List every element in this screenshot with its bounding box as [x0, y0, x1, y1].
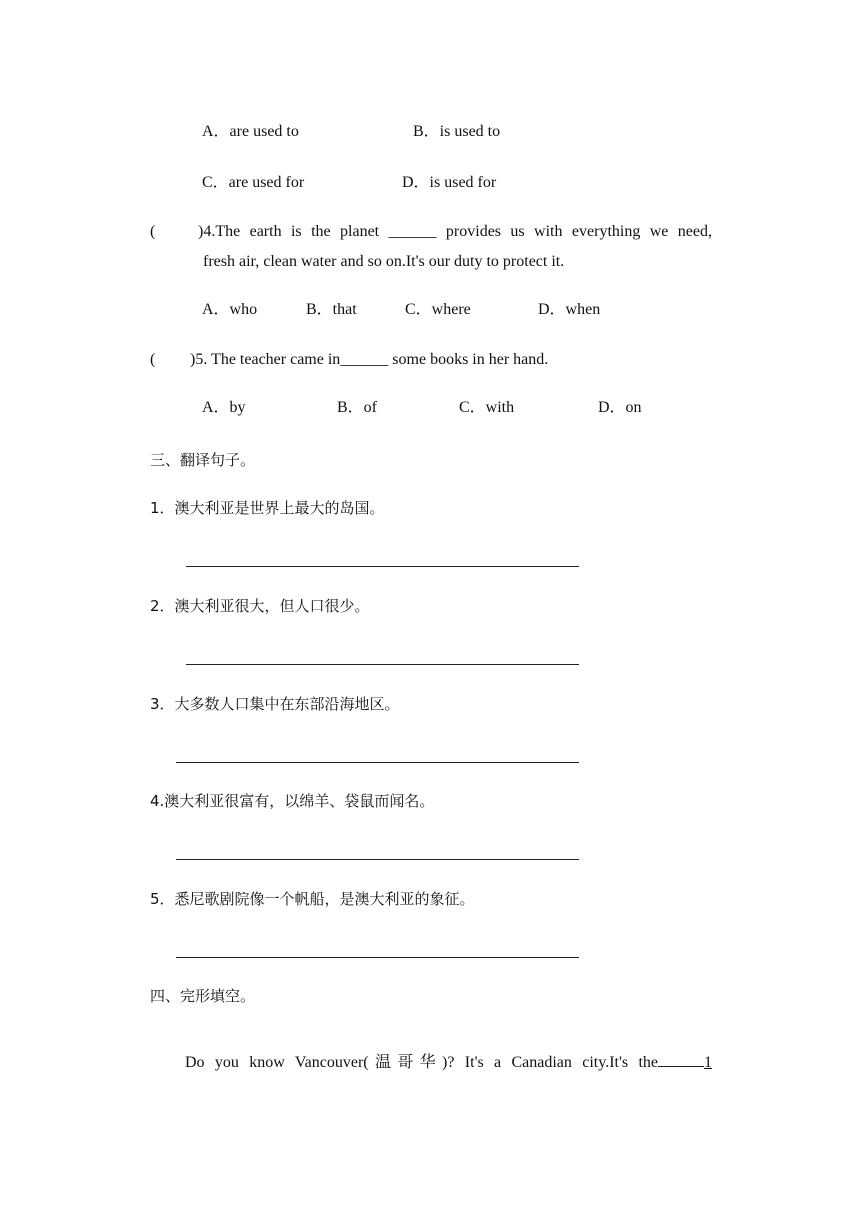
answer-line-3[interactable] — [176, 762, 579, 763]
q4-option-d[interactable]: D．when — [538, 301, 601, 318]
question-4 — [150, 217, 712, 277]
question-5 — [150, 350, 548, 370]
translation-item-3: 3．大多数人口集中在东部沿海地区。 — [150, 695, 400, 713]
translation-item-2: 2．澳大利亚很大，但人口很少。 — [150, 597, 370, 615]
q5-option-d[interactable]: D．on — [598, 399, 642, 416]
q3-option-b[interactable]: B．is used to — [413, 123, 501, 140]
q3-option-c[interactable]: C．are used for — [202, 174, 305, 191]
section-3-heading: 三、翻译句子。 — [150, 451, 256, 469]
q5-option-c[interactable]: C．with — [459, 399, 515, 416]
q5-option-a[interactable]: A．by — [202, 399, 246, 416]
q4-stem-line2: fresh air, clean water and so on.It's our duty to protect it. — [203, 253, 565, 270]
answer-line-5[interactable] — [176, 957, 579, 958]
answer-line-4[interactable] — [176, 859, 579, 860]
cloze-passage-text: Do you know Vancouver(温哥华)? It's a Canadian city.It's the — [185, 1054, 658, 1071]
q4-option-b[interactable]: B．that — [306, 301, 357, 318]
cloze-blank-1[interactable] — [658, 1050, 704, 1067]
q4-stem-line1 — [150, 217, 712, 247]
translation-item-5: 5．悉尼歌剧院像一个帆船，是澳大利亚的象征。 — [150, 890, 475, 908]
q5-stem-text: )5. The teacher came in______ some books in her hand. — [190, 351, 549, 368]
answer-line-1[interactable] — [186, 566, 579, 567]
translation-item-1: 1．澳大利亚是世界上最大的岛国。 — [150, 499, 385, 517]
cloze-passage-line — [185, 1050, 712, 1073]
q5-answer-paren[interactable]: ( — [150, 351, 156, 368]
q3-option-a[interactable]: A．are used to — [202, 123, 299, 140]
q3-option-d[interactable]: D．is used for — [402, 174, 497, 191]
q4-stem-text: )4.The earth is the planet ______ provides us with everything we need, — [198, 223, 712, 240]
cloze-blank-number: 1 — [704, 1054, 712, 1071]
q4-option-c[interactable]: C．where — [405, 301, 471, 318]
section-4-heading: 四、完形填空。 — [150, 987, 256, 1005]
q4-option-a[interactable]: A．who — [202, 301, 258, 318]
answer-line-2[interactable] — [186, 664, 579, 665]
q5-option-b[interactable]: B．of — [337, 399, 378, 416]
q4-answer-paren[interactable]: ( — [150, 223, 156, 240]
translation-item-4: 4.澳大利亚很富有，以绵羊、袋鼠而闻名。 — [150, 792, 435, 810]
